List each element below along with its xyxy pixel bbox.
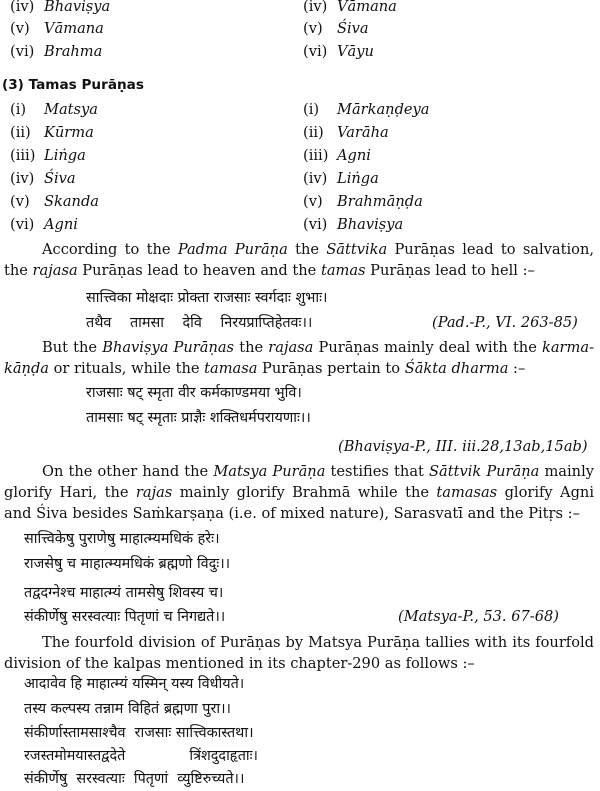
paragraph: But the Bhaviṣya Purāṇas the rajasa Purāṇas mainly deal with the karma-kāṇḍa or rituals, while the tamasa Purāṇas pertain to Śākta dharma :– [4,339,595,377]
paragraph: According to the Padma Purāṇa the Sāttvika Purāṇas lead to salvation, the rajasa Purāṇas lead to heaven and the tamas Purāṇas lead to hell :– [4,241,594,279]
sanskrit-verse-line: तद्वदग्नेश्च माहात्म्यं तामसेषु शिवस्य च। [24,585,224,601]
paragraph: On the other hand the Matsya Purāṇa testifies that Sāttvik Purāṇa mainly glorify Hari, the rajas mainly glorify Brahmā while the tamasas glorify Agni and Śiva besides Saṁkarṣaṇa (i.e. of mixed nature), Sarasvatī and the Pitṛs :– [4,463,594,522]
sanskrit-verse-line: सात्त्विकेषु पुराणेषु माहात्म्यमधिकं हरेः। [24,531,220,547]
citation: (Pad.-P., VI. 263-85) [432,314,578,331]
citation: (Bhaviṣya-P., III. iii.28,13ab,15ab) [338,438,588,455]
sanskrit-verse-line: संकीर्णास्तामसाश्चैव राजसाः सात्त्विकास्तथा। [24,725,254,741]
section-heading: (3) Tamas Purāṇas [2,77,144,93]
sanskrit-verse-line: तथैव तामसा देवि निरयप्राप्तिहेतवः।। [86,315,313,331]
sanskrit-verse-line: संकीर्णेषु सरस्वत्याः पितृणां व्युष्टिरुच्यते।। [24,771,245,787]
sanskrit-verse-line: सात्त्विका मोक्षदाः प्रोक्ता राजसाः स्वर्गदाः शुभाः। [86,290,328,306]
sanskrit-verse-line: आदावेव हि माहात्म्यं यस्मिन् यस्य विधीयते। [24,676,245,692]
sanskrit-verse-line: तस्य कल्पस्य तन्नाम विहितं ब्रह्मणा पुरा।। [24,701,231,717]
top-list: (iv) Bhaviṣya (v) Vāmana (vi) Brahma (iv) Vāmana (v) Śiva (vi) Vāyu [10,0,397,60]
citation: (Matsya-P., 53. 67-68) [398,608,559,625]
sanskrit-verse-line: रजस्तमोमयास्तद्वदेते त्रिंशदुदाहृताः। [24,748,259,764]
tamas-list: (i) Matsya (ii) Kūrma (iii) Liṅga (iv) Śiva (v) Skanda (vi) Agni (i) Mārkaṇḍeya (ii) Varāha (iii) Agni (iv) Liṅga (v) Brahmāṇḍa (vi) Bhaviṣya [10,101,430,233]
sanskrit-verse-line: तामसाः षट् स्मृताः प्राज्ञैः शक्तिधर्मपरायणाः।। [86,410,311,426]
sanskrit-verse-line: राजसेषु च माहात्म्यमधिकं ब्रह्मणो विदुः।। [24,556,231,572]
sanskrit-verse-line: संकीर्णेषु सरस्वत्याः पितृणां च निगद्यते।। [24,609,226,625]
paragraph: The fourfold division of Purāṇas by Matsya Purāṇa tallies with its fourfold division of the kalpas mentioned in its chapter-290 as follows :– [4,634,594,672]
sanskrit-verse-line: राजसाः षट् स्मृता वीर कर्मकाण्डमया भुवि। [86,385,302,401]
